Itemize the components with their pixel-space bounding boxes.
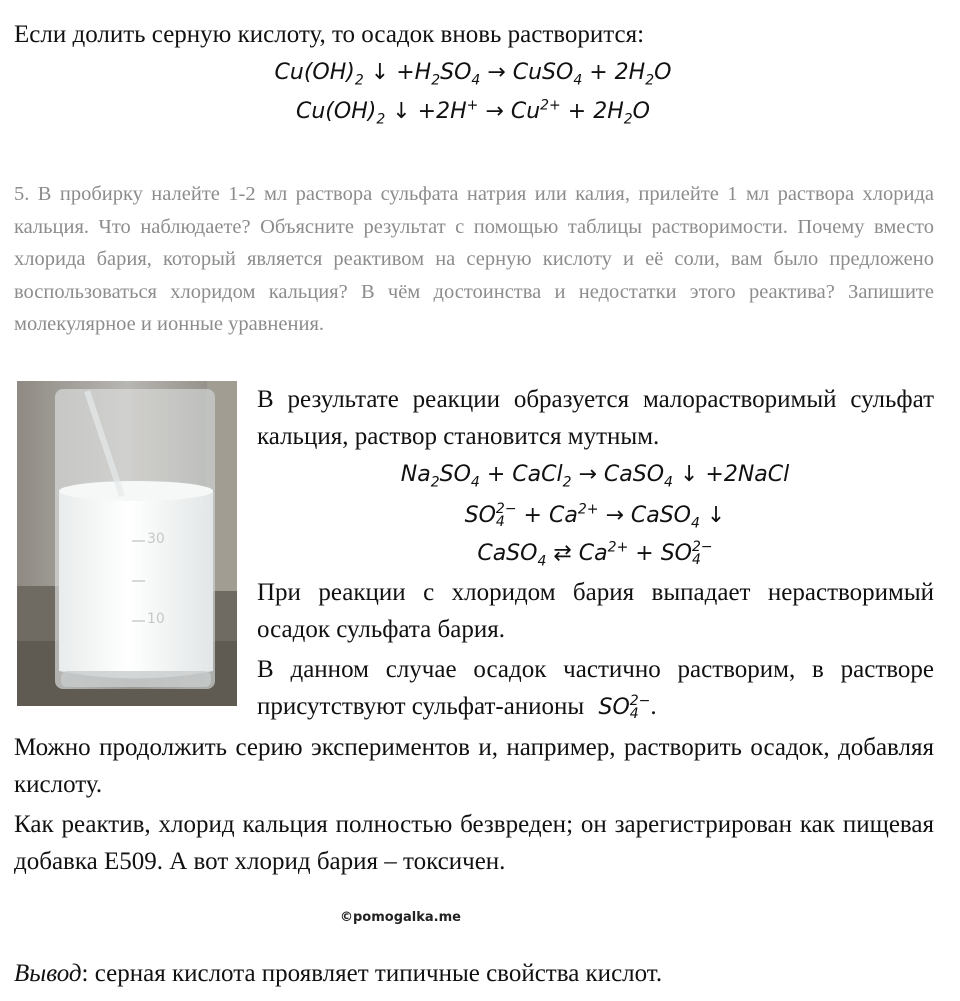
equation-4: SO 2− 4 + $Ca^{2+}$ → CaSO$_4$ ↓ [464, 501, 726, 532]
continue-text: Можно продолжить серию экспериментов и, например, растворить осадок, добавляя кислоту. [14, 734, 934, 798]
partial-text: В данном случае осадок частично растворим, в растворе присутствуют сульфат-анионы SO 2− 4 . [257, 656, 934, 722]
beaker-mark-10: 10 [147, 611, 165, 627]
beaker-illustration [17, 381, 237, 706]
equation-3: $Na_2SO_4$ + CaCl$_2$ → CaSO$_4$ ↓ +2NaCl [400, 462, 790, 491]
equation-5: CaSO$_4$ ⇄ $Ca^{2+}$ + SO 2− 4 [477, 539, 713, 570]
intro-text: Если долить серную кислоту, то осадок вновь растворится: [14, 21, 645, 48]
equation-2: $Cu(OH)_2$ ↓ $+2H^+ \to Cu^{2+} + 2H_2O$ [296, 97, 650, 128]
beaker-mark-30: 30 [147, 531, 165, 547]
conclusion [14, 955, 662, 992]
task-5-text: 5. В пробирку налейте 1-2 мл раствора сульфата натрия или калия, прилейте 1 мл раствора хлорида кальция. Что наблюдаете? Объясните результат с помощью таблицы растворимости. Почему вместо хлорида бария, который является реактивом на серную кислоту и её соли, вам было предложено воспользоваться хлоридом кальция? В чём достоинства и недостатки этого реактива? Запишите молекулярное и ионные уравнения. [14, 183, 934, 335]
barium-text: При реакции с хлоридом бария выпадает нерастворимый осадок сульфата бария. [257, 579, 934, 643]
conclusion-label: Вывод [14, 960, 82, 987]
conclusion-text: : серная кислота проявляет типичные свойства кислот. [81, 960, 663, 987]
beaker-photo [17, 381, 237, 706]
equation-1: $Cu(OH)_2$ ↓ $+H_2SO_4$ → CuSO$_4$ + $2H_2O$ [274, 60, 672, 89]
reagent-text: Как реактив, хлорид кальция полностью безвреден; он зарегистрирован как пищевая добавка Е509. А вот хлорид бария – токсичен. [14, 811, 934, 875]
sulfate-ion: SO 2− 4 [598, 693, 651, 722]
watermark: ©pomogalka.me [340, 910, 461, 925]
result-text: В результате реакции образуется малорастворимый сульфат кальция, раствор становится мутным. [257, 386, 934, 450]
